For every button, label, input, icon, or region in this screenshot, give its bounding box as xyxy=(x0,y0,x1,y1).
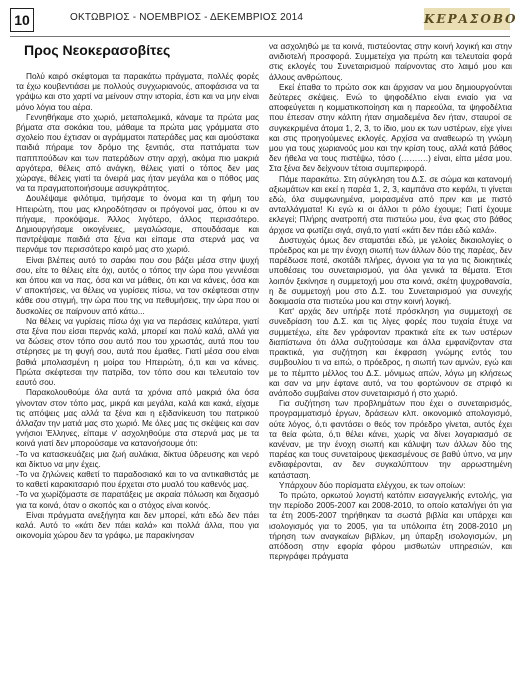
right-column xyxy=(269,42,512,694)
paragraph: Κατ' αρχάς δεν υπήρξε ποτέ πρόσκληση για συμμετοχή σε συνεδρίαση του Δ.Σ. και τις λίγες φορές που τυχαία έτυχε να συμμετέχω, είτε δεν γράφονταν πρακτικά είτε εκ των υστέρων διαπίστωνα ότι άλλα συζητούσαμε και άλλα εμφανίζονταν στα πρακτικά, για συζήτηση και έκφραση γνώμης εντός του συμβουλίου τι να ειπώ, ο πρόεδρος, η σιωπή των αμνών, εγώ και με το πέμπτο μέλλος του Δ.Σ. μόνιμως απών, λόγω μη κλήσεως και σαν να μην έφτανε αυτό, να του φορτώνουν σε στριφό κι ανάποδο συμβαίνει στον συνεταιρισμό ή στο χωριό. xyxy=(269,307,512,398)
paragraph: Το πρώτο, ορκωτού λογιστή κατόπιν εισαγγελικής εντολής, για την περίοδο 2005-2007 και 2008-2010, το οποίο καταλήγει ότι για τα έτη 2005-2007 τηρήθηκαν τα σωστά βιβλία και υπάρχει και ισολογισμός για το 2005, για τα υπόλοιπα έτη 2008-2010 μη τήρηση των αναγκαίων βιβλίων, μη ύπαρξη ισολογισμών, μη απόδοση στην εφορία φόρου μισθωτών υπηρεσιών, και περιγράφει πράγματα xyxy=(269,490,512,562)
article-title: Προς Νεοκερασοβίτες xyxy=(24,42,171,58)
paragraph: Γεννηθήκαμε στο χωριό, μεταπολεμικά, κάναμε τα πρώτα μας βήματα στα σοκάκια του, μάθαμε τα πρώτα μας γράμματα στο σχολείο που έχτισαν οι αγράμματοι πατεράδες μας και αμούστακα παιδιά πήραμε τον δρόμο της ξενιτιάς, στα παττάματα των παπππούδων και των πατεράδων στην αρχή, ακόμα πιο μακριά αργότερα, θέλεις από ανάγκη, θέλεις γιατί ο τόπος δεν μας χώραγε, θέλεις γιατί τα όνειρά μας ήταν μεγάλα και ο πόθος μας να τα πραγματοποιήσουμε ασυγκράτητος. xyxy=(16,112,259,194)
paragraph: Εκεί έπαθα το πρώτο σοκ και άρχισαν να μου δημιουργούνται δεύτερες σκέψεις. Ενώ το ψηφοδέλτιο είναι ενιαίο για να αποφεύγεται η κομματικοποίηση και η παρεούλα, τα ψηφοδέλτια που έπεσαν στην κάλπη ήταν σημαδεμένα δεν ήταν, σταυροί σε συγκεκριμένα άτομα 1, 2, 3, το ίδιο, μου εκ των υστέρων, είχε γίνει και στις προηγούμενες εκλογές. Αρχίσα να αναθεωρώ τη γνώμη μου για τους χωριανούς μου και την κρίση τους, αλλά κατά βάθος δεν ήθελα να τους πιστέψω, τόσο (……….) είναι, είπα μέσα μου. Στα ξένα δεν δείχνουν τέτοια συμπεριφορά. xyxy=(269,82,512,174)
paragraph: Δουλέψαμε φιλότιμα, τιμήσαμε το όνομα και τη φήμη του Ηπειρώτη, που μας κληροδότησαν οι πρόγονοί μας, όπου κι αν πήγαμε, προκόψαμε. Άλλος λιγότερο, άλλος περισσότερο. Δημιουργήσαμε οικογένειες, μεγαλώσαμε, σπουδάσαμε και παντρέψαμε παιδιά στα ξένα και είπαμε στα στερνά μας να περνάμε τον περισσότερο καιρό μας στο χωριό. xyxy=(16,194,259,255)
paragraph: Υπάρχουν δύο πορίσματα ελέγχου, εκ των οποίων: xyxy=(279,480,466,490)
paragraph: Είναι πράγματα ανεξήγητα και δεν μπορεί, κάτι εδώ δεν πάει καλά. Αυτό το «κάτι δεν πάει καλά» και πολλά άλλα, που για οικονομία χώρου δεν τα γράφω, με παρακίνησαν xyxy=(16,510,259,541)
paragraph: να ασχοληθώ με τα κοινά, πιστεύοντας στην κοινή λογική και στην ανιδιοτελή προσφορά. Συμμετείχα για πρώτη και τελευταία φορά στις εκλογές του Συνεταιρισμού παίρνοντας στο λαιμό μου και άλλους ανθρώπους. xyxy=(269,42,512,82)
page-number: 10 xyxy=(10,8,34,32)
issue-date: ΟΚΤΩΒΡΙΟΣ - ΝΟΕΜΒΡΙΟΣ - ΔΕΚΕΜΒΡΙΟΣ 2014 xyxy=(70,12,304,23)
header-divider xyxy=(10,36,510,37)
article xyxy=(10,42,512,694)
paragraph: Να θέλεις να γυρίσεις πίσω όχι για να περάσεις καλύτερα, γιατί στα ξένα που είσαι περνάς καλά, μπορεί και πολύ καλά, αλλά για να δώσεις στον τόπο σου αυτό που του χρωστάς, αυτά που του στέρησες με τη φυγή σου, αυτά που έμαθες. Γιατί μέσα σου είναι βαθιά μπολιασμένη η μοίρα του Ηπειρώτη, ό,τι και να κάνεις. Πρώτα σκέφτεσαι την πατρίδα, τον τόπο σου και τελευταίο τον εαυτό σου. xyxy=(16,316,259,388)
page-header xyxy=(10,8,518,34)
paragraph: Δυστυχώς όμως δεν σταματάει εδώ, με γελοίες δικαιολογίες ο πρόεδρος και με την ένοχη σιωπή των άλλων δύο της παρέας, δεν παρέδωσε ποτέ, σκοτάδι πλήρες, άγνοια για τα για τις διοικητικές υποθέσεις του συνεταιρισμού, για όλα γενικά τα θέματα. Έτσι λοιπόν ξεκίνησε η συμμετοχή μου στα κοινά, σκέτη ψυχροθανσία, η δε συμμετοχή μου στο Δ.Σ. του Συνεταιρισμού για συνεχής δοκιμασία στα πιστεύω μου και στην κοινή λογική. xyxy=(269,235,512,307)
paragraph: Για συζήτηση των προβλημάτων που έχει ο συνεταιρισμός, προγραμματισμό έργων, δράσεων κλπ. οικονομικό απολογισμό, ούτε λόγος, ό,τι φαντάσει ο θεός τον πρόεδρο γίνεται, αυτός έχει τα θεία φώτα, ό,τι θέλει κάνει, χωρίς να δίνει λογαριασμό σε κανέναν, με την ένοχη σιωπή και κάλυψη των άλλων δύο της παρέας και τους συνεταίρους ψεκασμένους σε βαθύ ύπνο, να μην ενδιαφέρονται, αν δεν συγκαλύπτουν την αρρωστημένη κατάσταση. xyxy=(269,399,512,480)
left-column xyxy=(16,42,259,694)
paragraph: Παρακολουθούμε όλα αυτά τα χρόνια από μακριά όλα όσα γίνονταν στον τόπο μας, μικρά και μεγάλα, καλά και κακά, είχαμε τις απόψεις μας αλλά τα ξένα και η εξιδανίκευση του πατρικού άλλαζαν την ματιά μας στο χωριό. Με όλες μας τις σκέψεις και σαν γνήσιοι Έλληνες, είπαμε ν' ασχοληθούμε στα στερνά μας με τα κοινά γιατί δεν μπορούσαμε να κατανοήσουμε ότι: xyxy=(16,388,259,449)
paragraph: Είναι βλέπεις αυτό το σαράκι που σου βάζει μέσα στην ψυχή σου, είτε το θέλεις είτε όχι, αυτός ο τόπος την ώρα που γεννιέσαι και όπου και να πας, όσα και να μάθεις, ότι και να κάνεις, όσα και ν' αποκτήσεις, να θέλεις να γυρίσεις πίσω, να τον σκέφτεσαι στην κάθε σου στιγμή, την ώρα που της να πεθυμήσεις, την ώρα που οι δυσκολίες σε παίρνουν από κάτω... xyxy=(16,255,259,316)
list-item: -Το να ζηλώνεις καθετί το παραδοσιακό και το να αντικαθιστάς με το καθετί καρακιτσαριό που έρχεται στο μυαλό του καθενός μας. xyxy=(16,469,259,490)
paragraph: Πάμε παρακάτω. Στη σύγκληση του Δ.Σ. σε σώμα και κατανομή αξιωμάτων και εκεί η παρέα 1, 2, 3, καμπάνα στο κεφάλι, τι γίνεται εδώ, όλα συμφωνημένα, μοιρασμένα από πριν και με πιστό ανταλλάγματα! Κι εγώ κι οι άλλοι τι ρόλο έχουμε; Γιατί έχουμε εκλεγεί; Πλήρης ανατροπή στα πιστεύω μου, ένα φως στο βάθος άρχισε να φωτίζει σιγά, σιγά,το γιατί «κάτι δεν πάει εδώ καλά». xyxy=(269,174,512,235)
list-item: -Το να χωρίζόμαστε σε παρατάξεις με ακραία πόλωση και διχασμό για τα κοινά, όταν ο σκοπός και ο στόχος είναι κοινός. xyxy=(16,490,259,510)
list-item: -Το να κατασκευάζεις μια ζωή αυλάκια, δίκτυα ύδρευσης και νερό και δίκτυο να μην έχεις. xyxy=(16,449,259,469)
paragraph: Πολύ καιρό σκέφτομαι τα παρακάτω πράγματα, πολλές φορές τα έχω κουβεντιάσει με πολλούς συγχωριανούς, αποφάσισα να τα γράψω και στο χαρτί να μείνουν στην ιστορία, έστι και να μην είναι μόνο λόγια του αέρα. xyxy=(16,72,259,112)
newsletter-logo: ΚΕΡΑΣΟΒΟ xyxy=(424,8,510,30)
